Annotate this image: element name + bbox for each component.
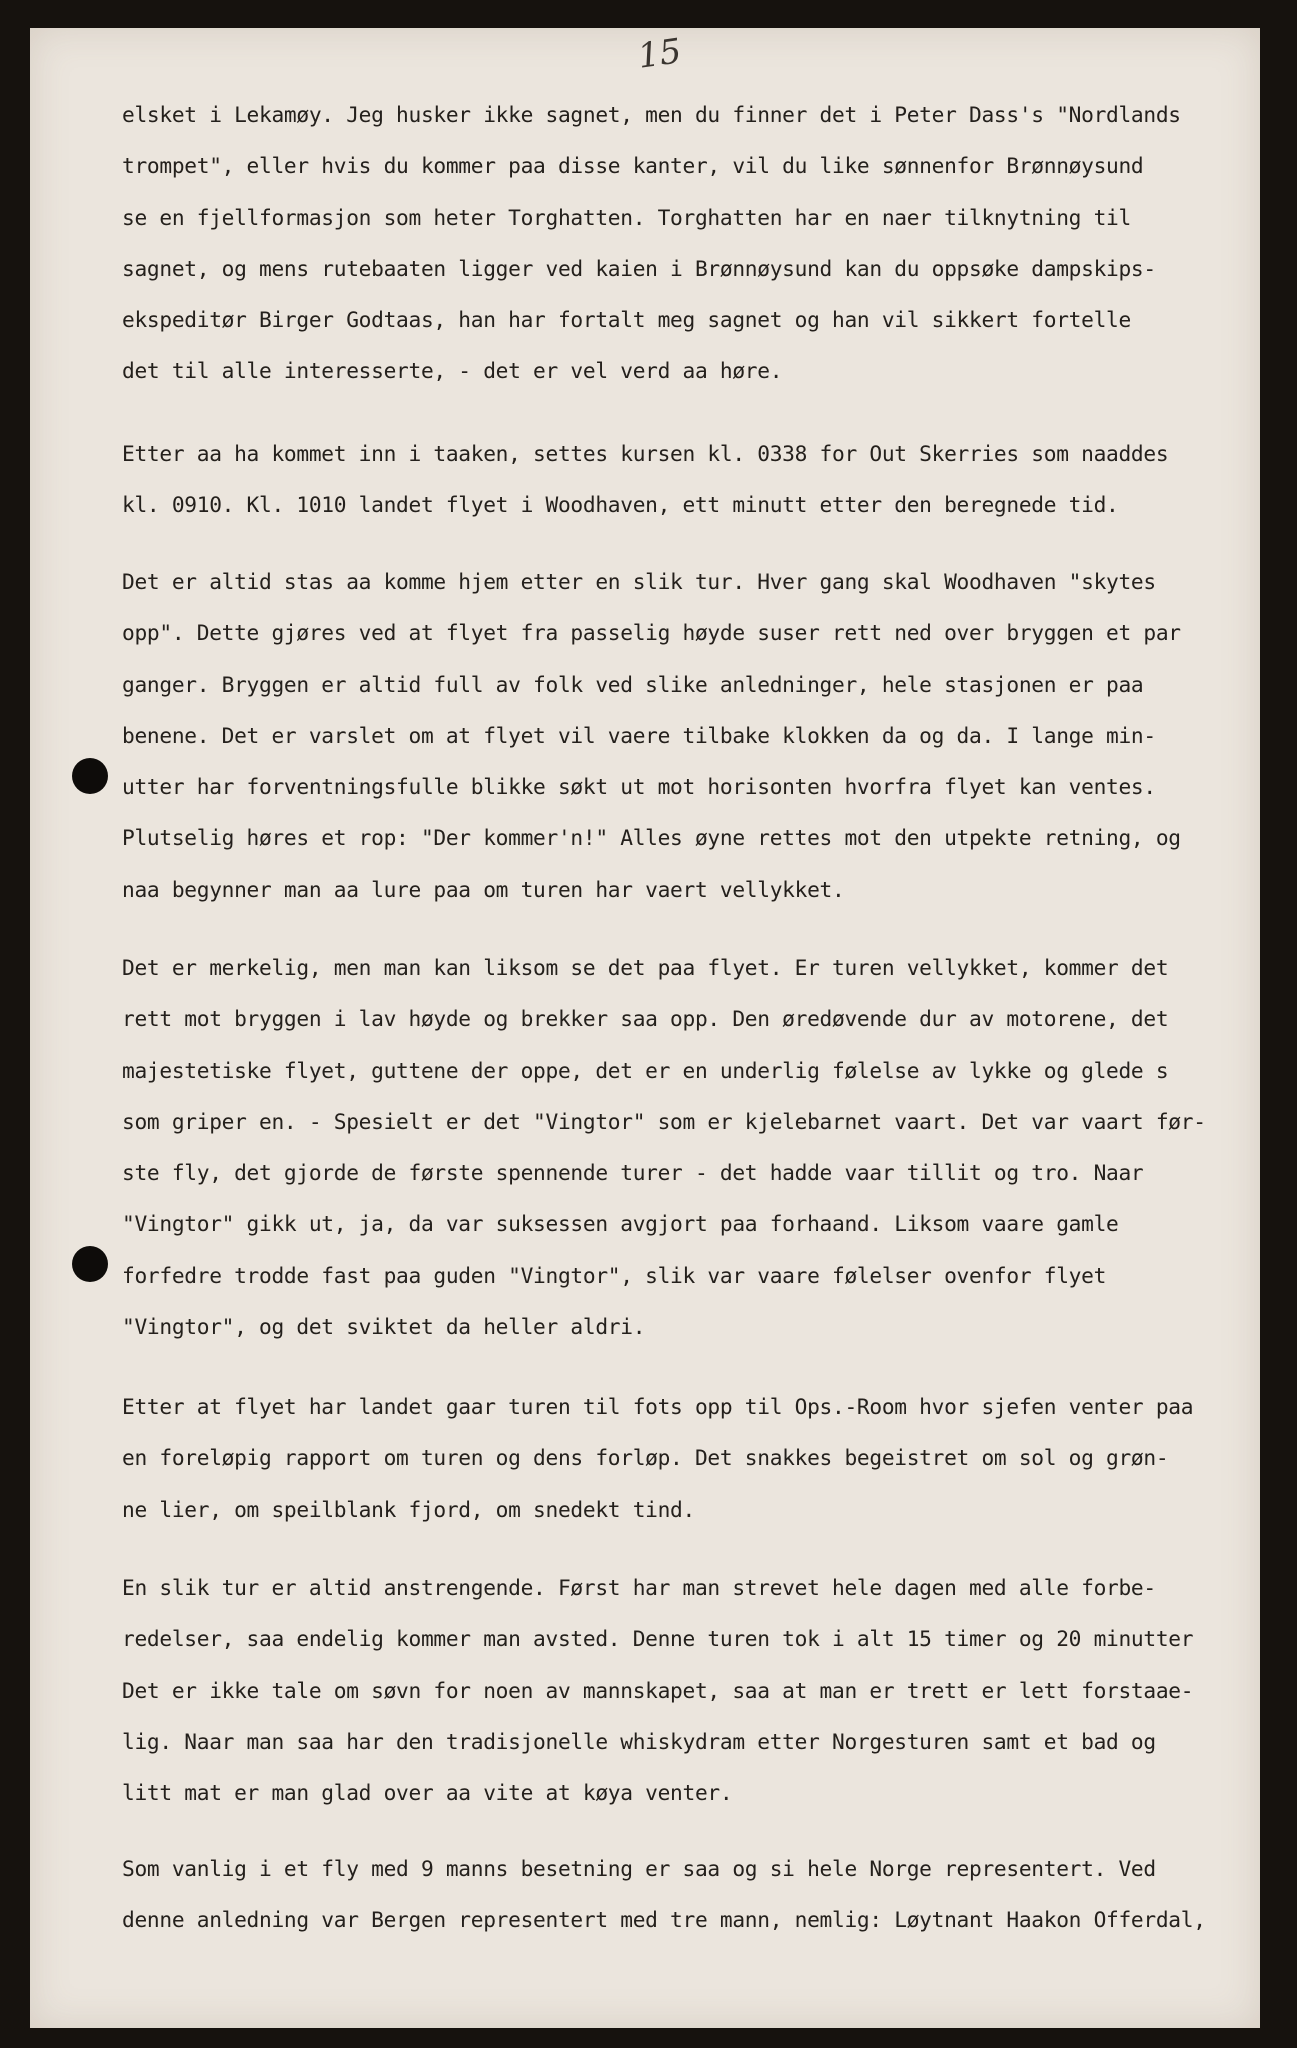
text-line: Etter at flyet har landet gaar turen til fots opp til Ops.-Room hvor sjefen venter paa bbox=[122, 1394, 1194, 1419]
paragraph-crew bbox=[122, 1843, 1262, 1946]
text-line: ekspeditør Birger Godtaas, han har fortalt meg sagnet og han vil sikkert fortelle bbox=[122, 307, 1131, 333]
text-line: ne lier, om speilblank fjord, om snedekt tind. bbox=[122, 1496, 695, 1522]
punch-hole bbox=[72, 758, 108, 794]
text-line: Som vanlig i et fly med 9 manns besetning er saa og si hele Norge representert. Ved bbox=[122, 1856, 1156, 1881]
text-line: en foreløpig rapport om turen og dens forløp. Det snakkes begeistret om sol og grøn- bbox=[122, 1445, 1169, 1471]
text-line: Det er altid stas aa komme hjem etter en slik tur. Hver gang skal Woodhaven "skytes bbox=[122, 569, 1156, 594]
text-line: Det er merkelig, men man kan liksom se det paa flyet. Er turen vellykket, kommer det bbox=[122, 955, 1169, 980]
text-line: sagnet, og mens rutebaaten ligger ved kaien i Brønnøysund kan du oppsøke dampskips- bbox=[122, 255, 1156, 281]
paragraph-lekamoy bbox=[122, 89, 1262, 397]
punch-hole bbox=[72, 1246, 108, 1282]
text-line: naa begynner man aa lure paa om turen har vaert vellykket. bbox=[122, 876, 845, 902]
text-line: "Vingtor" gikk ut, ja, da var suksessen avgjort paa forhaand. Liksom vaare gamle bbox=[122, 1211, 1119, 1237]
text-line: Etter aa ha kommet inn i taaken, settes kursen kl. 0338 for Out Skerries som naaddes bbox=[122, 441, 1169, 466]
text-line: kl. 0910. Kl. 1010 landet flyet i Woodhaven, ett minutt etter den beregnede tid. bbox=[122, 492, 1119, 518]
text-line: ganger. Bryggen er altid full av folk ved slike anledninger, hele stasjonen er paa bbox=[122, 671, 1144, 697]
text-line: "Vingtor", og det sviktet da heller aldri. bbox=[122, 1314, 646, 1340]
text-line: ste fly, det gjorde de første spennende turer - det hadde vaar tillit og tro. Naar bbox=[122, 1160, 1144, 1186]
text-line: elsket i Lekamøy. Jeg husker ikke sagnet, men du finner det i Peter Dass's "Nordlands bbox=[122, 102, 1181, 127]
text-line: se en fjellformasjon som heter Torghatten. Torghatten har en naer tilknytning til bbox=[122, 204, 1131, 230]
text-line: Det er ikke tale om søvn for noen av mannskapet, saa at man er trett er lett forstaae- bbox=[122, 1677, 1194, 1703]
text-line: majestetiske flyet, guttene der oppe, det er en underlig følelse av lykke og glede s bbox=[122, 1057, 1169, 1083]
text-line: denne anledning var Bergen representert med tre mann, nemlig: Løytnant Haakon Offerdal, bbox=[122, 1907, 1206, 1933]
text-line: rett mot bryggen i lav høyde og brekker saa opp. Den øredøvende dur av motorene, det bbox=[122, 1006, 1169, 1032]
text-line: litt mat er man glad over aa vite at køya venter. bbox=[122, 1780, 733, 1806]
paragraph-vingtor bbox=[122, 942, 1262, 1352]
paragraph-landing bbox=[122, 428, 1262, 531]
text-line: utter har forventningsfulle blikke søkt ut mot horisonten hvorfra flyet kan ventes. bbox=[122, 774, 1156, 800]
text-line: benene. Det er varslet om at flyet vil vaere tilbake klokken da og da. I lange min- bbox=[122, 722, 1156, 748]
text-line: Plutselig høres et rop: "Der kommer'n!" Alles øyne rettes mot den utpekte retning, og bbox=[122, 825, 1181, 851]
text-line: trompet", eller hvis du kommer paa disse kanter, vil du like sønnenfor Brønnøysund bbox=[122, 153, 1144, 179]
paragraph-exhaustion bbox=[122, 1562, 1262, 1818]
text-line: som griper en. - Spesielt er det "Vingtor" som er kjelebarnet vaart. Det var vaart før- bbox=[122, 1108, 1206, 1134]
text-line: opp". Dette gjøres ved at flyet fra passelig høyde suser rett ned over bryggen et par bbox=[122, 620, 1181, 646]
text-line: lig. Naar man saa har den tradisjonelle whiskydram etter Norgesturen samt et bad og bbox=[122, 1728, 1156, 1754]
text-line: En slik tur er altid anstrengende. Først har man strevet hele dagen med alle forbe- bbox=[122, 1575, 1156, 1600]
text-line: redelser, saa endelig kommer man avsted. Denne turen tok i alt 15 timer og 20 minutter bbox=[122, 1626, 1194, 1652]
text-line: det til alle interesserte, - det er vel verd aa høre. bbox=[122, 358, 783, 384]
paragraph-ops-room bbox=[122, 1381, 1262, 1535]
paragraph-homecoming bbox=[122, 556, 1262, 915]
text-line: forfedre trodde fast paa guden "Vingtor", slik var vaare følelser ovenfor flyet bbox=[122, 1262, 1107, 1288]
page-number: 15 bbox=[635, 31, 684, 77]
